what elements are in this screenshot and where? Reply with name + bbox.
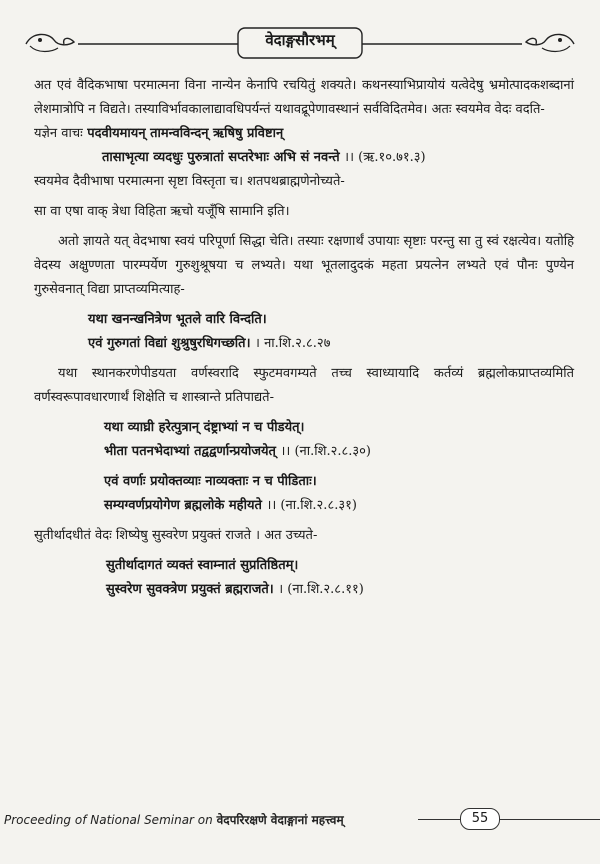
page-number: 55 <box>460 808 500 830</box>
verse-line-1 <box>34 122 574 146</box>
verse-text: एवं वर्णाः प्रयोक्तव्याः नाव्यक्ताः न च पीडिताः। <box>104 474 317 489</box>
verse-text: सम्यग्वर्णप्रयोगेण ब्रह्मलोके महीयते <box>104 498 262 513</box>
verse-line-9 <box>34 554 574 578</box>
page-footer <box>0 800 600 836</box>
verse-line-10 <box>34 578 574 602</box>
footer-text <box>4 811 344 828</box>
paragraph-2: स्वयमेव दैवीभाषा परमात्मना सृष्टा विस्तृता च। शतपथब्राह्मणेनोच्यते- <box>34 174 345 189</box>
verse-reference: ।। (ना.शि.२.८.३०) <box>280 444 371 459</box>
verse-line-6 <box>34 440 574 464</box>
paragraph-4: अतो ज्ञायते यत् वेदभाषा स्वयं परिपूर्णा सिद्धा चेति। तस्याः रक्षणार्थं उपायाः सृष्टाः परन्तु सा तु स्वं रक्षत्येव। यतोहि वेदस्य अक्षुण्णता पारम्पर्येण गुरुशुश्रूषया च लभ्यते। यथा भूतलादुदकं महता प्रयत्नेन लभ्यते एवं पौनः पुण्येन गुरुसेवनात् विद्या प्राप्तव्यमित्याह- <box>34 234 574 297</box>
verse-line-5 <box>34 416 574 440</box>
header-title: वेदाङ्गसौरभम् <box>265 31 335 49</box>
paragraph-3: सा वा एषा वाक् त्रेधा विहिता ऋचो यजूँषि सामानि इति। <box>34 204 290 219</box>
verse-reference: ।। (ऋ.१०.७१.३) <box>344 150 426 165</box>
page-body <box>34 74 574 602</box>
verse-reference: । (ना.शि.२.८.११) <box>278 582 364 597</box>
verse-text: एवं गुरुगतां विद्यां शुश्रुषुरधिगच्छति। <box>88 336 251 351</box>
footer-title: वेदपरिरक्षणे वेदाङ्गानां महत्त्वम् <box>216 813 344 827</box>
verse-reference: । ना.शि.२.८.२७ <box>255 336 331 351</box>
verse-text: यथा खनन्खनित्रेण भूतले वारि विन्दति। <box>88 312 267 327</box>
paragraph-1: अत एवं वैदिकभाषा परमात्मना विना नान्येन केनापि रचयितुं शक्यते। कथनस्याभिप्रायोयं यत्वेदेषु भ्रमोत्पादकशब्दानां लेशमात्रोपि न विद्यते। तस्याविर्भावकालाद्यावधिपर्यन्तं यथावद्रूपेणावस्थानं सर्वविदितमेव। अतः स्वयमेव वेदः वदति- <box>34 78 574 117</box>
footer-rule-right <box>500 819 600 820</box>
verse-text: यथा व्याघ्री हरेत्पुत्रान् दंष्ट्राभ्यां न च पीडयेत्। <box>104 420 305 435</box>
verse-text: भीता पतनभेदाभ्यां तद्वद्वर्णान्प्रयोजयेत् <box>104 444 276 459</box>
running-header <box>18 22 582 62</box>
verse-line-2 <box>34 146 574 170</box>
paragraph-5: यथा स्थानकरणेपीडयता वर्णस्वरादि स्फुटमवगम्यते तच्च स्वाध्यायादि कर्तव्यं ब्रह्मलोकप्राप्तव्यमिति वर्णस्वरूपावधारणार्थं शिक्षेति च शास्त्रान्ते प्रतिपाद्यते- <box>34 366 574 405</box>
verse-line-4 <box>34 332 574 356</box>
verse-text: सुस्वरेण सुवक्त्रेण प्रयुक्तं ब्रह्मराजते। <box>106 582 274 597</box>
verse-text: पदवीयमायन् तामन्वविन्दन् ऋषिषु प्रविष्टान् <box>87 126 284 141</box>
verse-prefix: यज्ञेन वाचः <box>34 126 83 141</box>
footer-prefix: Proceeding of National Seminar on <box>4 813 217 827</box>
verse-reference: ।। (ना.शि.२.८.३१) <box>266 498 357 513</box>
verse-line-7 <box>34 470 574 494</box>
verse-text: तासाभृत्या व्यदधुः पुरुत्रातां सप्तरेभाः अभि सं नवन्ते <box>102 150 340 165</box>
verse-text: सुतीर्थादागतं व्यक्तं स्वाम्नातं सुप्रतिष्ठितम्। <box>106 558 299 573</box>
verse-line-3 <box>34 308 574 332</box>
paragraph-6: सुतीर्थादधीतं वेदः शिष्येषु सुस्वरेण प्रयुक्तं राजते । अत उच्यते- <box>34 528 318 543</box>
verse-line-8 <box>34 494 574 518</box>
footer-rule-left <box>418 819 460 820</box>
